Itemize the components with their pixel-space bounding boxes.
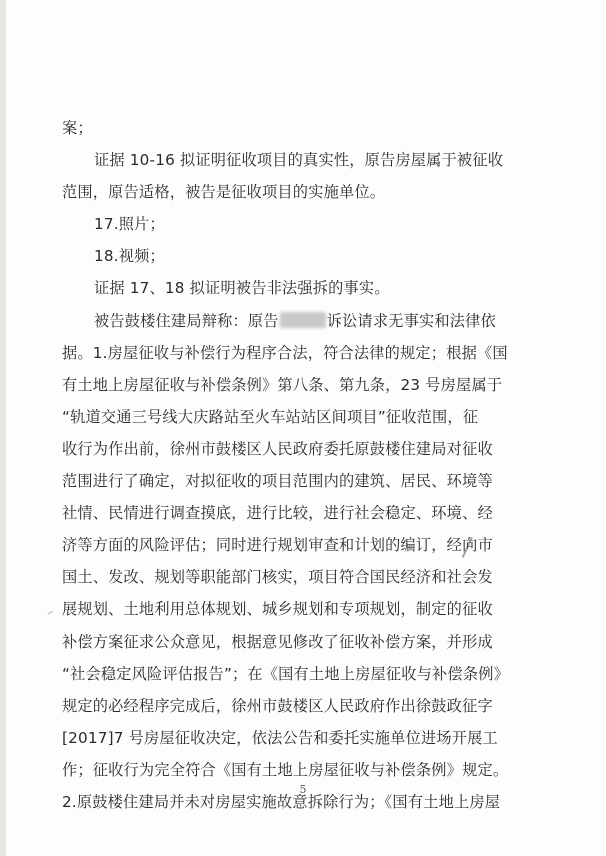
text-line: “社会稳定风险评估报告”；在《国有土地上房屋征收与补偿条例》 xyxy=(62,664,509,683)
text-line: 范围，原告适格，被告是征收项目的实施单位。 xyxy=(62,183,386,202)
redacted-name xyxy=(280,312,326,328)
text-line: 17.照片； xyxy=(94,215,165,234)
text-line: 收行为作出前，徐州市鼓楼区人民政府委托原鼓楼住建局对征收 xyxy=(62,439,493,458)
text-line: 补偿方案征求公众意见，根据意见修改了征收补偿方案，并形成 xyxy=(62,632,493,651)
text-line: 社情、民情进行调查摸底，进行比较，进行社会稳定、环境、经 xyxy=(62,504,493,523)
text-line: “轨道交通三号线大庆路站至火车站站区间项目”征收范围，征 xyxy=(62,407,479,426)
text-line: 有土地上房屋征收与补偿条例》第八条、第九条，23 号房屋属于 xyxy=(62,375,503,394)
text-line: 2.原鼓楼住建局并未对房屋实施故意拆除行为；《国有土地上房屋 xyxy=(62,792,501,811)
text-line: [2017]7 号房屋征收决定，依法公告和委托实施单位进场开展工 xyxy=(62,728,498,747)
text-segment: 诉讼请求无事实和法律依 xyxy=(326,311,496,330)
text-line: 济等方面的风险评估；同时进行规划审查和计划的编订，经向市 xyxy=(62,536,493,555)
scan-edge xyxy=(0,0,6,856)
text-line: 国土、发改、规划等职能部门核实，项目符合国民经济和社会发 xyxy=(62,568,493,587)
pen-tick xyxy=(47,611,54,617)
text-line: 展规划、土地利用总体规划、城乡规划和专项规划，制定的征收 xyxy=(62,600,493,619)
text-line: 范围进行了确定，对拟征收的项目范围内的建筑、居民、环境等 xyxy=(62,472,493,491)
text-line: 据。1.房屋征收与补偿行为程序合法，符合法律的规定；根据《国 xyxy=(62,343,508,362)
text-line: 证据 10-16 拟证明征收项目的真实性，原告房屋属于被征收 xyxy=(94,151,504,170)
text-line: 证据 17、18 拟证明被告非法强拆的事实。 xyxy=(94,279,390,298)
text-line: 规定的必经程序完成后，徐州市鼓楼区人民政府作出徐鼓政征字 xyxy=(62,696,493,715)
body-text xyxy=(62,112,548,818)
page-number: 5 xyxy=(299,783,307,796)
text-line: 作；征收行为完全符合《国有土地上房屋征收与补偿条例》规定。 xyxy=(62,760,509,779)
text-line: 18.视频； xyxy=(94,247,165,266)
text-segment: 被告鼓楼住建局辩称：原告 xyxy=(94,311,279,330)
text-line: 案； xyxy=(62,119,93,137)
text-line xyxy=(62,305,548,337)
